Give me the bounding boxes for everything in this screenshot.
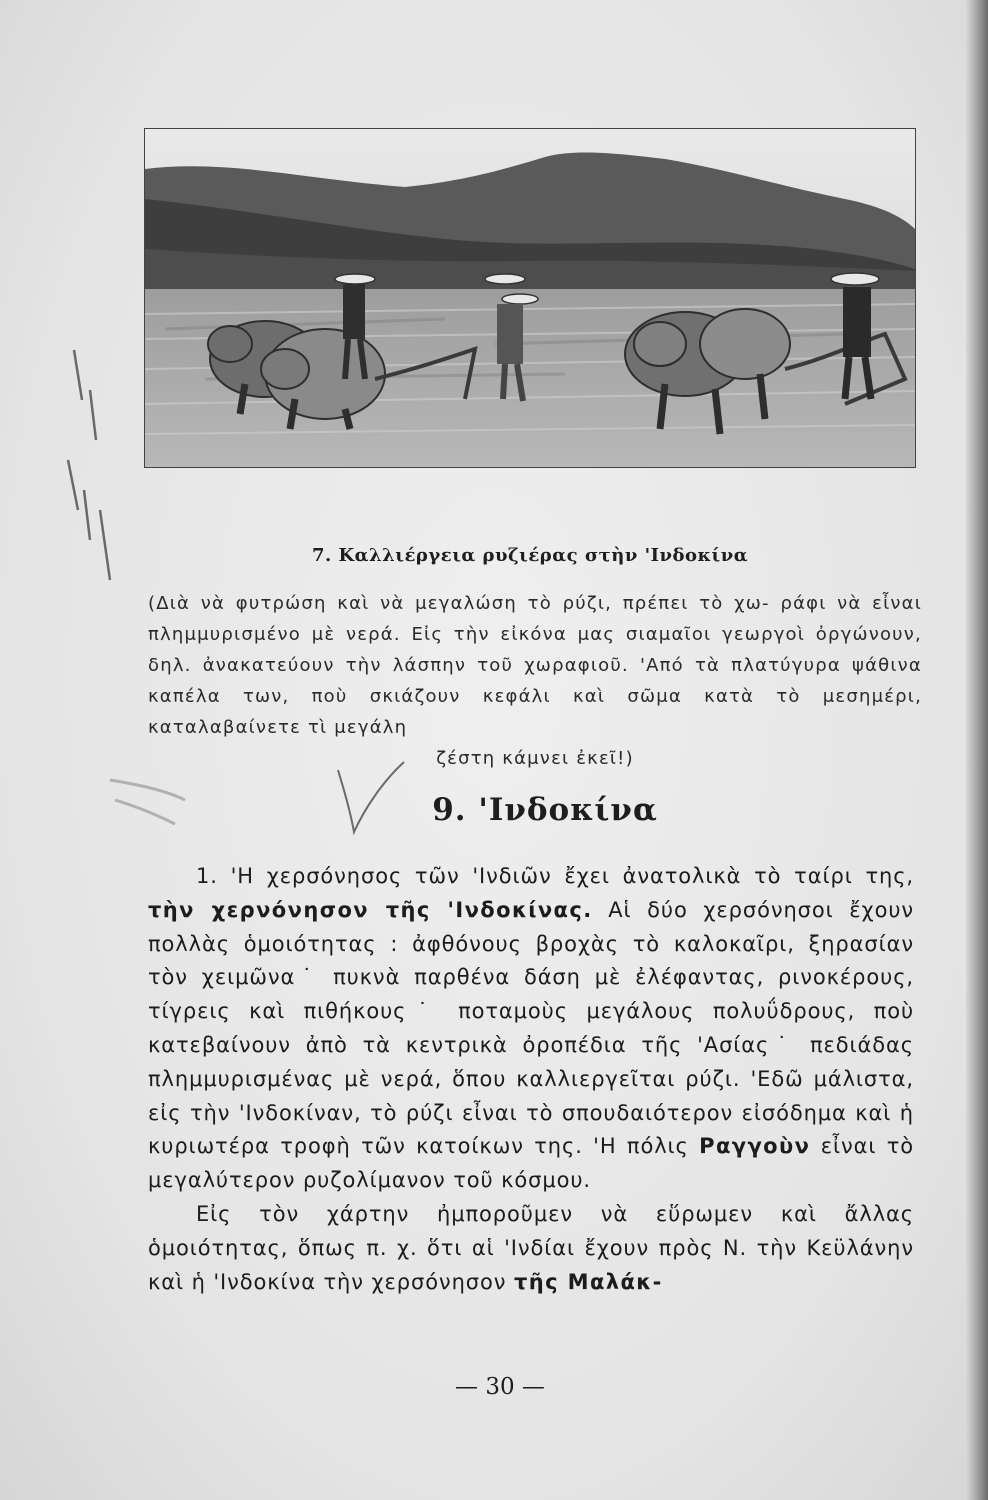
- photo-caption: 7. Καλλιέργεια ρυζιέρας στὴν 'Ινδοκίνα: [311, 545, 749, 566]
- paragraph-1: [148, 860, 914, 1198]
- note-line: κεφάλι καὶ σῶμα κατὰ τὸ μεσημέρι, καταλαβαίνετε τὶ μεγάλη: [148, 686, 922, 738]
- paragraph-text: 1. 'Η χερσόνησος τῶν 'Ινδιῶν ἔχει ἀνατολικὰ τὸ ταίρι της,: [196, 864, 914, 888]
- note-line: (Διὰ νὰ φυτρώση καὶ νὰ μεγαλώση τὸ ρύζι, πρέπει τὸ χω-: [148, 593, 770, 614]
- page-number: — 30 —: [455, 1374, 545, 1400]
- note-line: ράφι νὰ εἶναι πλημμυρισμένο μὲ νερά. Εἰς τὴν εἰκόνα μας: [148, 593, 923, 645]
- note-last-line: ζέστη κάμνει ἐκεῖ!): [436, 748, 634, 769]
- rice-field-photo: [144, 128, 916, 468]
- section-heading: 9. 'Ινδοκίνα: [432, 792, 658, 828]
- caption-note: [148, 588, 922, 774]
- note-line: χωραφιοῦ. 'Από τὰ πλατύγυρα ψάθινα καπέλα των, ποὺ σκιάζουν: [148, 655, 923, 707]
- paragraph-2: [148, 1198, 914, 1299]
- bold-term: τὴν χερνόνησον τῆς 'Ινδοκίνας.: [148, 897, 593, 922]
- margin-marks-icon: [60, 340, 120, 600]
- bold-term: Ραγγοὺν: [699, 1134, 811, 1159]
- paragraph-text: Εἰς τὸν χάρτην ἠμποροῦμεν νὰ εὕρωμεν καὶ ἄλλας ὁμοιότητας, ὅπως π. χ. ὅτι αἱ 'Ινδίαι ἔχουν πρὸς Ν. τὴν Κεϋλάνην καὶ ἡ 'Ινδοκίνα τὴν χερσόνησον: [148, 1201, 914, 1294]
- smudge-mark-icon: [105, 770, 225, 830]
- paragraph-text: εἶναι τὸ μεγαλύτερον ρυζολίμανον τοῦ κόσμου.: [148, 1134, 915, 1193]
- bold-term: τῆς Μαλάκ-: [513, 1269, 663, 1294]
- paragraph-text: Αἱ δύο χερσόνησοι ἔχουν πολλὰς ὁμοιότητας : ἀφθόνους βροχὰς τὸ καλοκαῖρι, ξηρασίαν τὸν χειμῶνα˙ πυκνὰ παρθένα δάση μὲ ἐλέφαντας, ρινοκέρους, τίγρεις καὶ πιθήκους˙ ποταμοὺς μεγάλους πολυΰδρους, ποὺ κατεβαίνουν ἀπὸ τὰ κεντρικὰ ὀροπέδια τῆς 'Ασίας˙ πεδιάδας πλημμυρισμένας μὲ νερά, ὅπου καλλιεργεῖται ρύζι. 'Εδῶ μάλιστα, εἰς τὴν 'Ινδοκίναν, τὸ ρύζι εἶναι τὸ σπουδαιότερον εἰσόδημα καὶ ἡ κυριωτέρα τροφὴ τῶν κατοίκων της. 'Η πόλις: [148, 897, 915, 1159]
- body-text: [148, 860, 914, 1299]
- note-line: σιαμαῖοι γεωργοὶ ὀργώνουν, δηλ. ἀνακατεύουν τὴν λάσπην τοῦ: [148, 624, 922, 676]
- rice-field-photo-icon: [145, 129, 915, 467]
- page-edge-shadow: [966, 0, 988, 1500]
